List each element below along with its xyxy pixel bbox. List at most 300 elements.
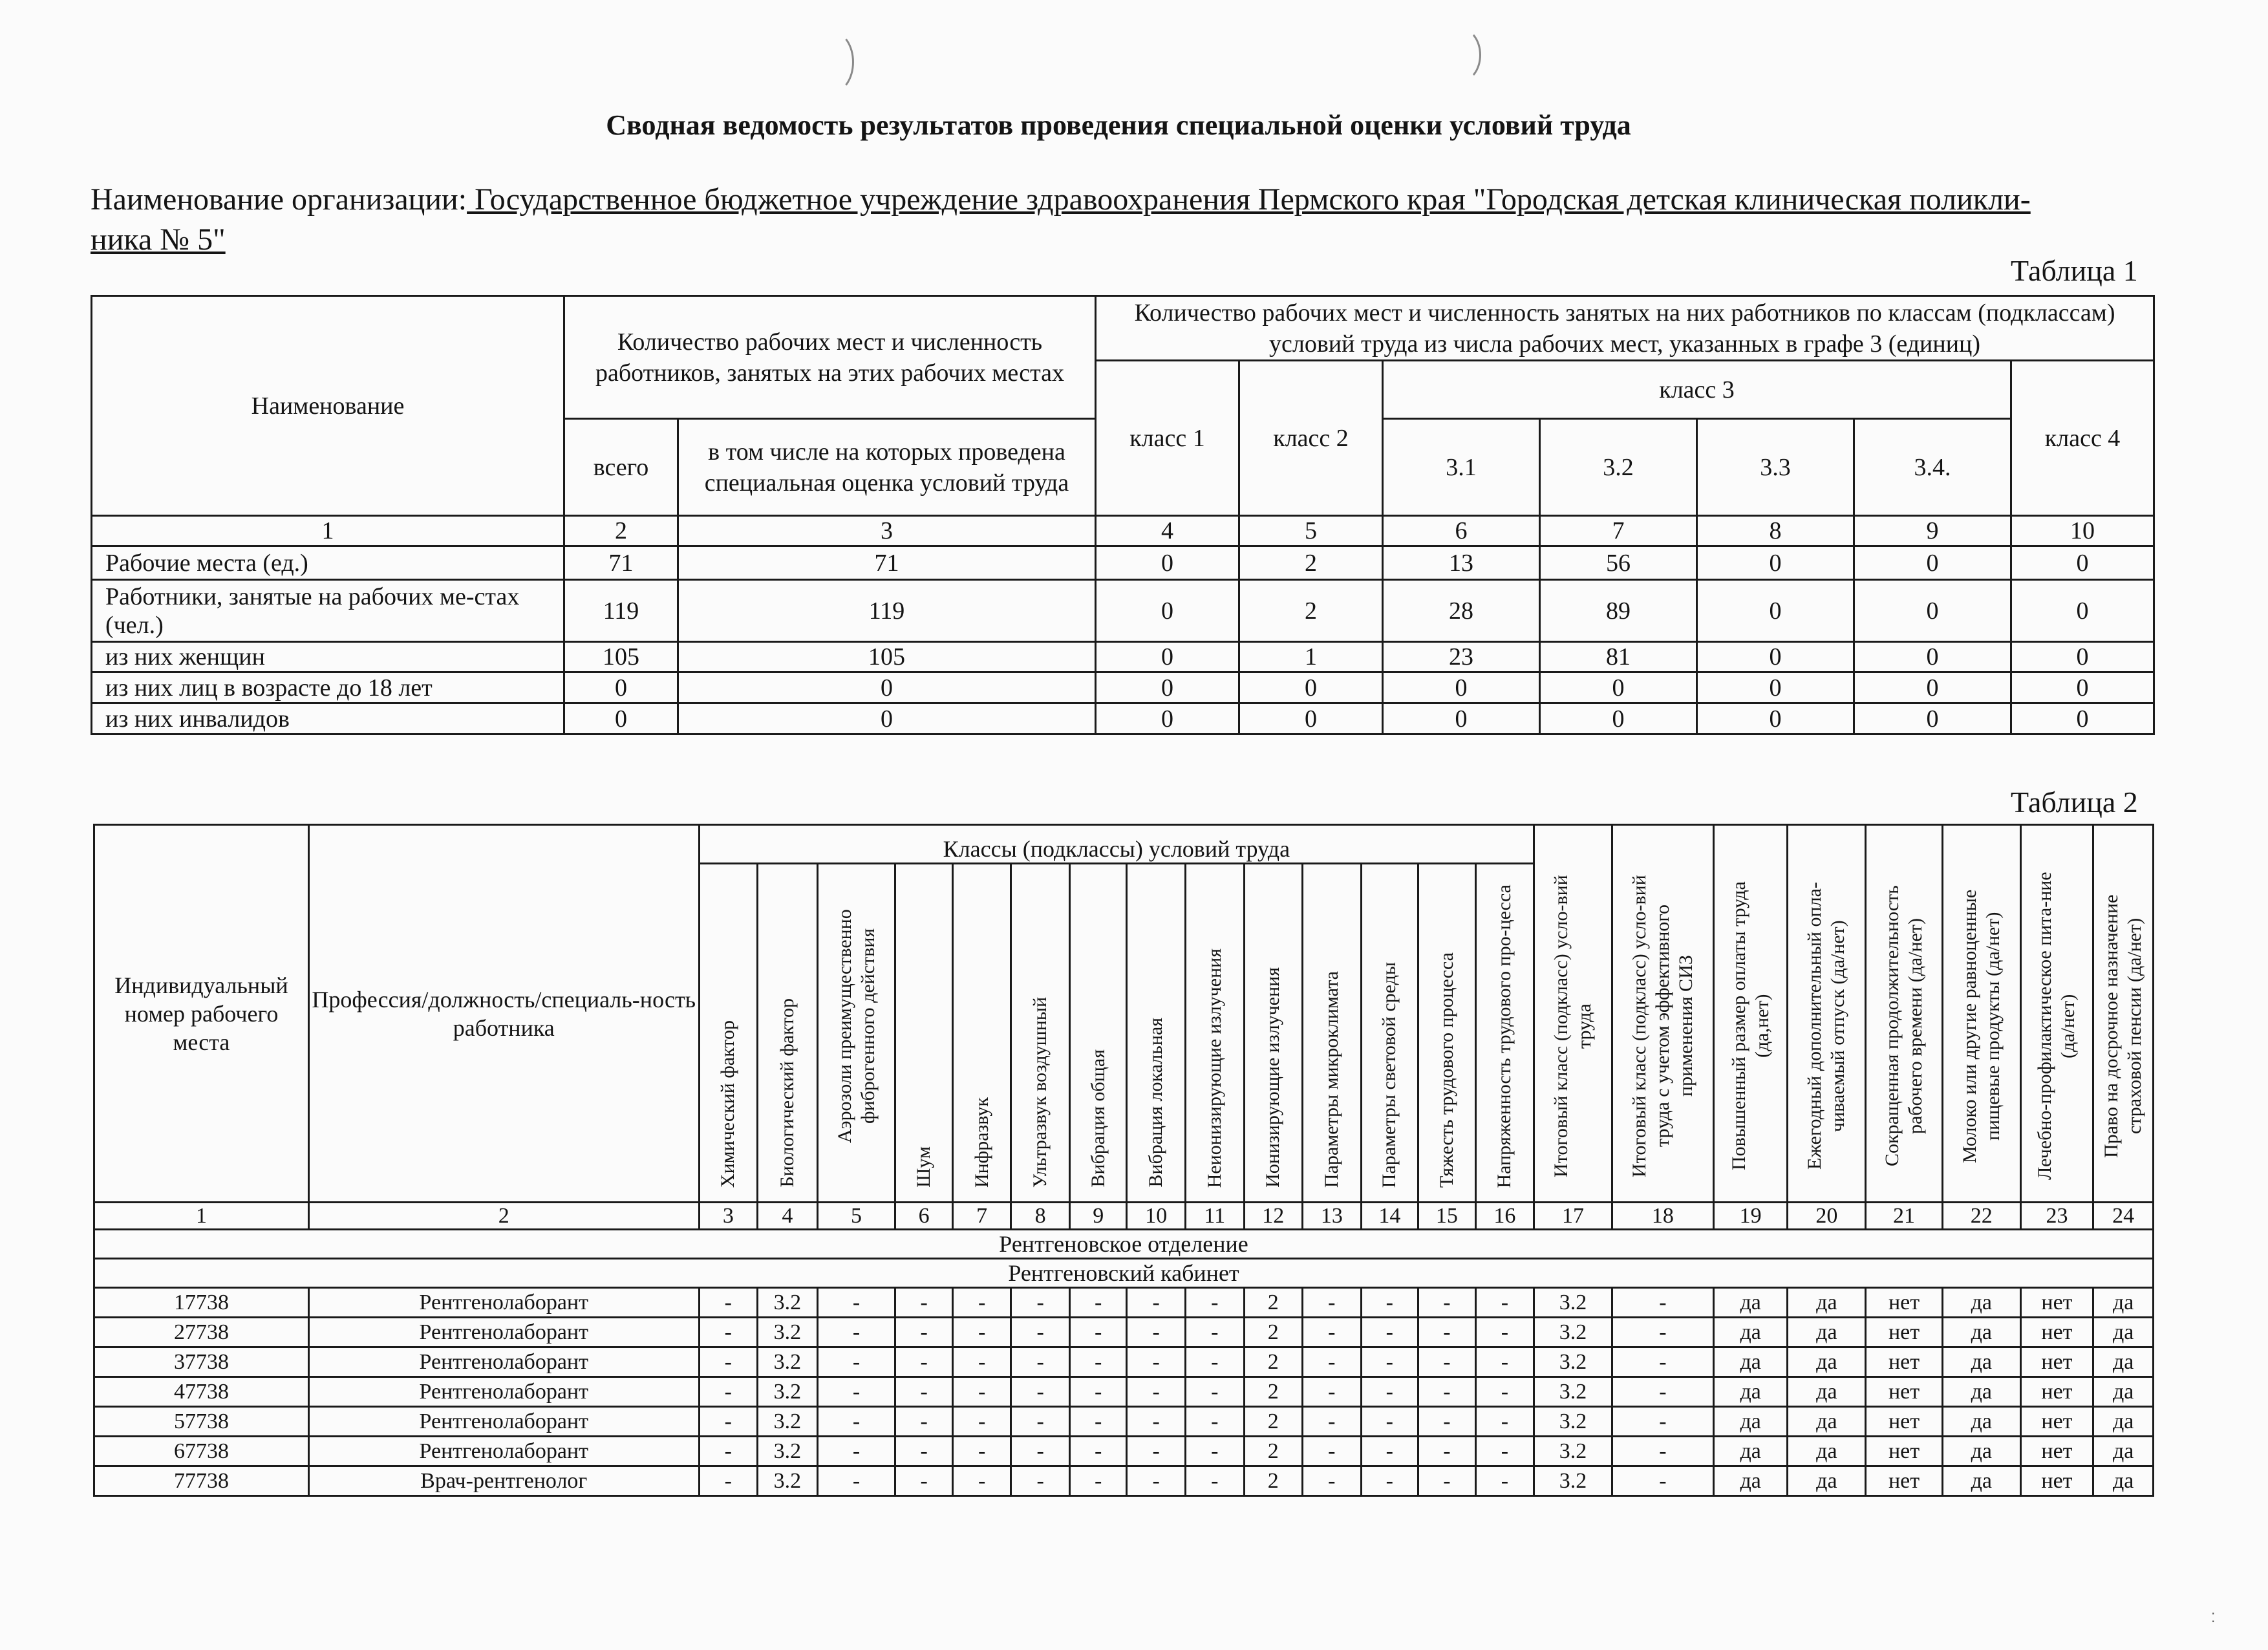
table-cell: 3.2 <box>758 1347 818 1377</box>
table-cell: - <box>1127 1288 1186 1318</box>
table-cell: нет <box>2020 1407 2093 1437</box>
table-cell: 0 <box>1096 672 1239 703</box>
workplace-id: 37738 <box>94 1347 309 1377</box>
table-cell: - <box>1612 1377 1713 1407</box>
column-number: 9 <box>1069 1203 1127 1230</box>
table-cell: нет <box>1866 1407 1943 1437</box>
table-cell: - <box>1303 1318 1362 1347</box>
column-number: 21 <box>1866 1203 1943 1230</box>
header-extra <box>1534 825 1612 1203</box>
table-cell: 3.2 <box>1534 1288 1612 1318</box>
table-cell: - <box>952 1377 1011 1407</box>
column-number: 7 <box>952 1203 1011 1230</box>
table-cell: - <box>1069 1288 1127 1318</box>
row-name: Рабочие места (ед.) <box>92 546 564 580</box>
table-cell: 3.2 <box>758 1288 818 1318</box>
column-number: 4 <box>1096 516 1239 546</box>
header-factor <box>1244 864 1303 1203</box>
table2-label: Таблица 2 <box>2011 786 2138 819</box>
table-cell: да <box>1713 1288 1788 1318</box>
table-cell: 0 <box>564 703 678 734</box>
table-cell: 3.2 <box>1534 1466 1612 1496</box>
header-class3: класс 3 <box>1383 361 2011 419</box>
header-extra-label: Лечебно-профилактическое пита-ние (да/нет) <box>2034 872 2079 1181</box>
table-cell: да <box>2093 1347 2154 1377</box>
header-class-3-3: 3.3 <box>1697 419 1854 516</box>
header-factor <box>817 864 895 1203</box>
header-factor-label: Инфразвук <box>970 1097 992 1188</box>
column-number: 6 <box>895 1203 953 1230</box>
header-class-3-1: 3.1 <box>1383 419 1540 516</box>
header-name: Наименование <box>92 296 564 516</box>
table-cell: 0 <box>678 703 1096 734</box>
table-cell: 0 <box>1239 703 1383 734</box>
table-cell: - <box>1069 1347 1127 1377</box>
column-number: 2 <box>308 1203 699 1230</box>
header-class4: класс 4 <box>2011 361 2154 516</box>
table-cell: 2 <box>1244 1347 1303 1377</box>
table-cell: - <box>1361 1288 1418 1318</box>
table-cell: - <box>895 1466 953 1496</box>
table-cell: - <box>1418 1377 1476 1407</box>
table-cell: - <box>1127 1466 1186 1496</box>
table-cell: - <box>817 1318 895 1347</box>
header-factor-label: Неионизирующие излучения <box>1203 948 1225 1188</box>
table-cell: - <box>1185 1437 1244 1466</box>
header-factor-label: Напряженность трудового про-цесса <box>1493 884 1515 1188</box>
table-cell: нет <box>1866 1437 1943 1466</box>
table-cell: - <box>1475 1288 1534 1318</box>
table-cell: - <box>895 1377 953 1407</box>
table-cell: да <box>2093 1288 2154 1318</box>
table-cell: 0 <box>1096 580 1239 642</box>
table-cell: 0 <box>2011 672 2154 703</box>
table-cell: 2 <box>1244 1437 1303 1466</box>
table-cell: 2 <box>1244 1377 1303 1407</box>
column-number: 16 <box>1475 1203 1534 1230</box>
header-class1: класс 1 <box>1096 361 1239 516</box>
table-cell: - <box>1475 1437 1534 1466</box>
table-cell: нет <box>2020 1437 2093 1466</box>
profession: Рентгенолаборант <box>308 1347 699 1377</box>
header-extra-label: Молоко или другие равноценные пищевые продукты (да/нет) <box>1958 889 2004 1163</box>
column-numbers-row <box>92 516 2154 546</box>
column-number: 12 <box>1244 1203 1303 1230</box>
table-cell: 71 <box>678 546 1096 580</box>
table-cell: 3.2 <box>1534 1437 1612 1466</box>
column-number: 13 <box>1303 1203 1362 1230</box>
table-cell: 119 <box>678 580 1096 642</box>
column-number: 8 <box>1011 1203 1070 1230</box>
header-factor-label: Ионизирующие излучения <box>1262 967 1284 1188</box>
table-cell: 81 <box>1540 642 1697 672</box>
header-factor-label: Вибрация локальная <box>1145 1018 1167 1188</box>
table-cell: - <box>1418 1318 1476 1347</box>
column-number: 15 <box>1418 1203 1476 1230</box>
table-cell: 3.2 <box>758 1318 818 1347</box>
column-number: 3 <box>678 516 1096 546</box>
header-workplaces-group: Количество рабочих мест и численность работников, занятых на этих рабочих местах <box>564 296 1096 419</box>
row-name: Работники, занятые на рабочих ме-стах (чел.) <box>92 580 564 642</box>
table-row <box>94 1466 2154 1496</box>
table-cell: 13 <box>1383 546 1540 580</box>
table-cell: да <box>2093 1407 2154 1437</box>
header-factor <box>1011 864 1070 1203</box>
header-factor-label: Химический фактор <box>717 1020 739 1188</box>
column-number: 22 <box>1942 1203 2020 1230</box>
table-cell: нет <box>2020 1377 2093 1407</box>
table-cell: - <box>1069 1318 1127 1347</box>
table-cell: - <box>817 1347 895 1377</box>
table-row <box>92 672 2154 703</box>
table-cell: - <box>1612 1407 1713 1437</box>
table-cell: - <box>895 1288 953 1318</box>
table-cell: 0 <box>1854 580 2011 642</box>
table-cell: - <box>1361 1377 1418 1407</box>
column-number: 4 <box>758 1203 818 1230</box>
table-cell: - <box>1127 1318 1186 1347</box>
table-cell: - <box>952 1437 1011 1466</box>
table-cell: - <box>1011 1288 1070 1318</box>
table-cell: - <box>1011 1318 1070 1347</box>
table-row <box>92 703 2154 734</box>
header-extra <box>1866 825 1943 1203</box>
row-name: из них инвалидов <box>92 703 564 734</box>
table-cell: - <box>1011 1466 1070 1496</box>
table-cell: 0 <box>1096 546 1239 580</box>
table-cell: да <box>1942 1407 2020 1437</box>
table-cell: 3.2 <box>758 1407 818 1437</box>
table-cell: да <box>1713 1407 1788 1437</box>
header-assessed: в том числе на которых проведена специальная оценка условий труда <box>678 419 1096 516</box>
header-factor <box>1303 864 1362 1203</box>
organization-name: Государственное бюджетное учреждение здравоохранения Пермского края "Городская детская клиническая поликли- <box>467 182 2031 217</box>
column-number: 8 <box>1697 516 1854 546</box>
header-factor-label: Ультразвук воздушный <box>1029 996 1051 1188</box>
table-cell: - <box>817 1466 895 1496</box>
table-cell: - <box>699 1377 758 1407</box>
table-cell: - <box>699 1318 758 1347</box>
table-cell: - <box>817 1377 895 1407</box>
table-cell: 0 <box>678 672 1096 703</box>
punch-hole-mark-right <box>1439 27 1481 83</box>
workplace-id: 17738 <box>94 1288 309 1318</box>
table-cell: да <box>1788 1347 1866 1377</box>
table-cell: 2 <box>1244 1407 1303 1437</box>
header-extra-label: Ежегодный дополнительный опла-чиваемый отпуск (да/нет) <box>1804 882 1849 1170</box>
table-cell: 105 <box>564 642 678 672</box>
table-cell: - <box>1303 1347 1362 1377</box>
column-number: 7 <box>1540 516 1697 546</box>
table-cell: нет <box>1866 1466 1943 1496</box>
table-cell: - <box>1127 1377 1186 1407</box>
profession: Рентгенолаборант <box>308 1407 699 1437</box>
table-cell: - <box>1361 1407 1418 1437</box>
table-cell: - <box>817 1437 895 1466</box>
table-cell: - <box>1303 1466 1362 1496</box>
header-extra-label: Итоговый класс (подкласс) усло-вий труда с учетом эффективного применения СИЗ <box>1628 875 1696 1177</box>
header-total: всего <box>564 419 678 516</box>
header-extra <box>2093 825 2154 1203</box>
header-factor <box>952 864 1011 1203</box>
column-number: 9 <box>1854 516 2011 546</box>
column-number: 17 <box>1534 1203 1612 1230</box>
table-cell: 23 <box>1383 642 1540 672</box>
table-cell: - <box>1475 1407 1534 1437</box>
header-factor <box>1185 864 1244 1203</box>
header-factor-label: Тяжесть трудового процесса <box>1435 952 1457 1188</box>
table-cell: - <box>699 1466 758 1496</box>
table-cell: - <box>1127 1407 1186 1437</box>
table-cell: - <box>1612 1347 1713 1377</box>
header-workplace-id: Индивидуальный номер рабочего места <box>94 825 309 1203</box>
column-number: 19 <box>1713 1203 1788 1230</box>
header-extra-label: Право на досрочное назначение страховой пенсии (да/нет) <box>2101 894 2146 1158</box>
table-cell: - <box>1069 1466 1127 1496</box>
column-number: 5 <box>817 1203 895 1230</box>
scan-specks: ⁚ <box>2211 1611 2216 1625</box>
column-number: 5 <box>1239 516 1383 546</box>
table-cell: - <box>1185 1407 1244 1437</box>
table-cell: да <box>1942 1377 2020 1407</box>
table-cell: 0 <box>1239 672 1383 703</box>
header-factor-label: Аэрозоли преимущественно фиброгенного действия <box>833 909 879 1143</box>
workplace-id: 77738 <box>94 1466 309 1496</box>
summary-table <box>91 295 2155 735</box>
table-cell: - <box>1612 1437 1713 1466</box>
table-cell: да <box>2093 1377 2154 1407</box>
column-number: 10 <box>2011 516 2154 546</box>
column-number: 6 <box>1383 516 1540 546</box>
table-cell: да <box>1942 1347 2020 1377</box>
table-cell: - <box>1069 1437 1127 1466</box>
table-cell: - <box>1069 1377 1127 1407</box>
table-cell: - <box>1475 1377 1534 1407</box>
table-cell: да <box>1942 1288 2020 1318</box>
table-cell: 0 <box>2011 546 2154 580</box>
table-cell: да <box>1788 1407 1866 1437</box>
table-cell: - <box>1361 1347 1418 1377</box>
column-number: 20 <box>1788 1203 1866 1230</box>
row-name: из них женщин <box>92 642 564 672</box>
table-cell: нет <box>2020 1288 2093 1318</box>
workplace-id: 47738 <box>94 1377 309 1407</box>
table-cell: - <box>1418 1288 1476 1318</box>
column-number: 2 <box>564 516 678 546</box>
column-number: 1 <box>94 1203 309 1230</box>
header-class-3-4: 3.4. <box>1854 419 2011 516</box>
document-title: Сводная ведомость результатов проведения специальной оценки условий труда <box>606 109 1631 141</box>
table-row <box>94 1288 2154 1318</box>
table-cell: 3.2 <box>1534 1347 1612 1377</box>
table-cell: - <box>1475 1466 1534 1496</box>
table-cell: да <box>2093 1437 2154 1466</box>
table-cell: нет <box>2020 1347 2093 1377</box>
header-extra-label: Итоговый класс (подкласс) усло-вий труда <box>1550 875 1596 1177</box>
table-cell: - <box>1185 1318 1244 1347</box>
punch-hole-mark-left <box>811 31 854 93</box>
workplaces-table <box>93 824 2154 1497</box>
table-cell: - <box>952 1288 1011 1318</box>
workplace-id: 67738 <box>94 1437 309 1466</box>
profession: Рентгенолаборант <box>308 1288 699 1318</box>
header-factor-label: Вибрация общая <box>1087 1049 1109 1188</box>
table-cell: 0 <box>1697 672 1854 703</box>
table-cell: - <box>952 1347 1011 1377</box>
column-number: 18 <box>1612 1203 1713 1230</box>
table-cell: 3.2 <box>758 1466 818 1496</box>
table-cell: 2 <box>1244 1466 1303 1496</box>
table-cell: да <box>1942 1437 2020 1466</box>
table-cell: - <box>1127 1347 1186 1377</box>
table-cell: - <box>1069 1407 1127 1437</box>
table-cell: - <box>1011 1347 1070 1377</box>
organization-line <box>91 180 2159 260</box>
table-cell: - <box>1475 1318 1534 1347</box>
table-cell: 3.2 <box>758 1437 818 1466</box>
organization-label: Наименование организации: <box>91 182 467 217</box>
header-factor-label: Шум <box>913 1146 935 1188</box>
table-cell: - <box>1127 1437 1186 1466</box>
table-cell: - <box>1418 1466 1476 1496</box>
profession: Рентгенолаборант <box>308 1318 699 1347</box>
header-classes-group: Количество рабочих мест и численность занятых на них работников по классам (подклассам) условий труда из числа рабочих мест, указанных в графе 3 (единиц) <box>1096 296 2154 361</box>
table-cell: 0 <box>564 672 678 703</box>
table-cell: - <box>1612 1466 1713 1496</box>
column-number: 1 <box>92 516 564 546</box>
table-row <box>94 1437 2154 1466</box>
table-cell: - <box>817 1288 895 1318</box>
table-cell: - <box>699 1347 758 1377</box>
table-cell: 0 <box>1096 642 1239 672</box>
table-cell: - <box>699 1437 758 1466</box>
table-cell: 0 <box>2011 642 2154 672</box>
table-cell: - <box>1361 1437 1418 1466</box>
table-cell: - <box>952 1466 1011 1496</box>
table-cell: - <box>1303 1377 1362 1407</box>
table-cell: нет <box>1866 1347 1943 1377</box>
table-cell: 0 <box>1854 703 2011 734</box>
table-cell: да <box>1713 1466 1788 1496</box>
workplace-id: 27738 <box>94 1318 309 1347</box>
table-cell: - <box>1011 1437 1070 1466</box>
table-cell: 0 <box>1697 642 1854 672</box>
column-number: 11 <box>1185 1203 1244 1230</box>
table-cell: - <box>1011 1407 1070 1437</box>
table-cell: - <box>1361 1318 1418 1347</box>
table-cell: 0 <box>2011 703 2154 734</box>
table-row <box>94 1407 2154 1437</box>
table-cell: 2 <box>1239 546 1383 580</box>
header-class2: класс 2 <box>1239 361 1383 516</box>
department-row: Рентгеновское отделение <box>94 1230 2154 1259</box>
table-cell: нет <box>2020 1318 2093 1347</box>
table-cell: - <box>1011 1377 1070 1407</box>
profession: Врач-рентгенолог <box>308 1466 699 1496</box>
table-cell: 89 <box>1540 580 1697 642</box>
table-cell: - <box>1418 1407 1476 1437</box>
header-factor <box>758 864 818 1203</box>
table-cell: - <box>1303 1407 1362 1437</box>
table-cell: 0 <box>1854 672 2011 703</box>
table-cell: - <box>952 1407 1011 1437</box>
table-cell: - <box>1185 1377 1244 1407</box>
column-number: 24 <box>2093 1203 2154 1230</box>
table-cell: 1 <box>1239 642 1383 672</box>
workplace-id: 57738 <box>94 1407 309 1437</box>
table-cell: 0 <box>1540 703 1697 734</box>
header-factor <box>895 864 953 1203</box>
column-numbers-row <box>94 1203 2154 1230</box>
table-cell: - <box>1303 1288 1362 1318</box>
table-cell: да <box>1788 1466 1866 1496</box>
table-cell: да <box>1713 1377 1788 1407</box>
table-cell: - <box>1418 1347 1476 1377</box>
table-cell: - <box>952 1318 1011 1347</box>
row-name: из них лиц в возрасте до 18 лет <box>92 672 564 703</box>
header-class-3-2: 3.2 <box>1540 419 1697 516</box>
table-cell: да <box>1942 1466 2020 1496</box>
header-factor <box>1418 864 1476 1203</box>
header-extra <box>1788 825 1866 1203</box>
table-cell: да <box>1713 1437 1788 1466</box>
header-profession: Профессия/должность/специаль-ность работника <box>308 825 699 1203</box>
table-cell: 0 <box>1383 672 1540 703</box>
table-cell: - <box>1185 1466 1244 1496</box>
table-cell: 0 <box>1697 703 1854 734</box>
table-cell: - <box>699 1407 758 1437</box>
table-cell: да <box>1942 1318 2020 1347</box>
header-factor-label: Биологический фактор <box>776 998 798 1188</box>
table-cell: да <box>2093 1318 2154 1347</box>
table-row <box>92 642 2154 672</box>
profession: Рентгенолаборант <box>308 1437 699 1466</box>
table-cell: 3.2 <box>1534 1407 1612 1437</box>
table-cell: да <box>1788 1377 1866 1407</box>
header-extra-label: Повышенный размер оплаты труда (да,нет) <box>1728 881 1773 1171</box>
table-cell: 2 <box>1244 1288 1303 1318</box>
table-cell: да <box>2093 1466 2154 1496</box>
table-cell: нет <box>2020 1466 2093 1496</box>
header-extra <box>1612 825 1713 1203</box>
table-cell: 0 <box>1540 672 1697 703</box>
table-cell: 3.2 <box>1534 1377 1612 1407</box>
table-cell: 2 <box>1244 1318 1303 1347</box>
table-cell: да <box>1713 1318 1788 1347</box>
table-cell: нет <box>1866 1318 1943 1347</box>
table-cell: да <box>1713 1347 1788 1377</box>
table-row <box>94 1318 2154 1347</box>
table-row <box>94 1347 2154 1377</box>
table-row <box>94 1377 2154 1407</box>
header-classes-group: Классы (подклассы) условий труда <box>699 825 1534 864</box>
table-cell: да <box>1788 1318 1866 1347</box>
table-cell: - <box>1185 1347 1244 1377</box>
table-cell: - <box>895 1347 953 1377</box>
table-row <box>92 546 2154 580</box>
organization-name-continued: ника № 5" <box>91 222 226 257</box>
table-cell: 71 <box>564 546 678 580</box>
table-cell: 119 <box>564 580 678 642</box>
header-extra-label: Сокращенная продолжительность рабочего времени (да/нет) <box>1881 885 1927 1167</box>
table-cell: 3.2 <box>1534 1318 1612 1347</box>
table-cell: 0 <box>1096 703 1239 734</box>
subdivision-row: Рентгеновский кабинет <box>94 1259 2154 1288</box>
table-cell: 0 <box>1697 546 1854 580</box>
table-cell: 0 <box>1697 580 1854 642</box>
header-factor-label: Параметры световой среды <box>1378 961 1400 1188</box>
header-extra <box>1942 825 2020 1203</box>
